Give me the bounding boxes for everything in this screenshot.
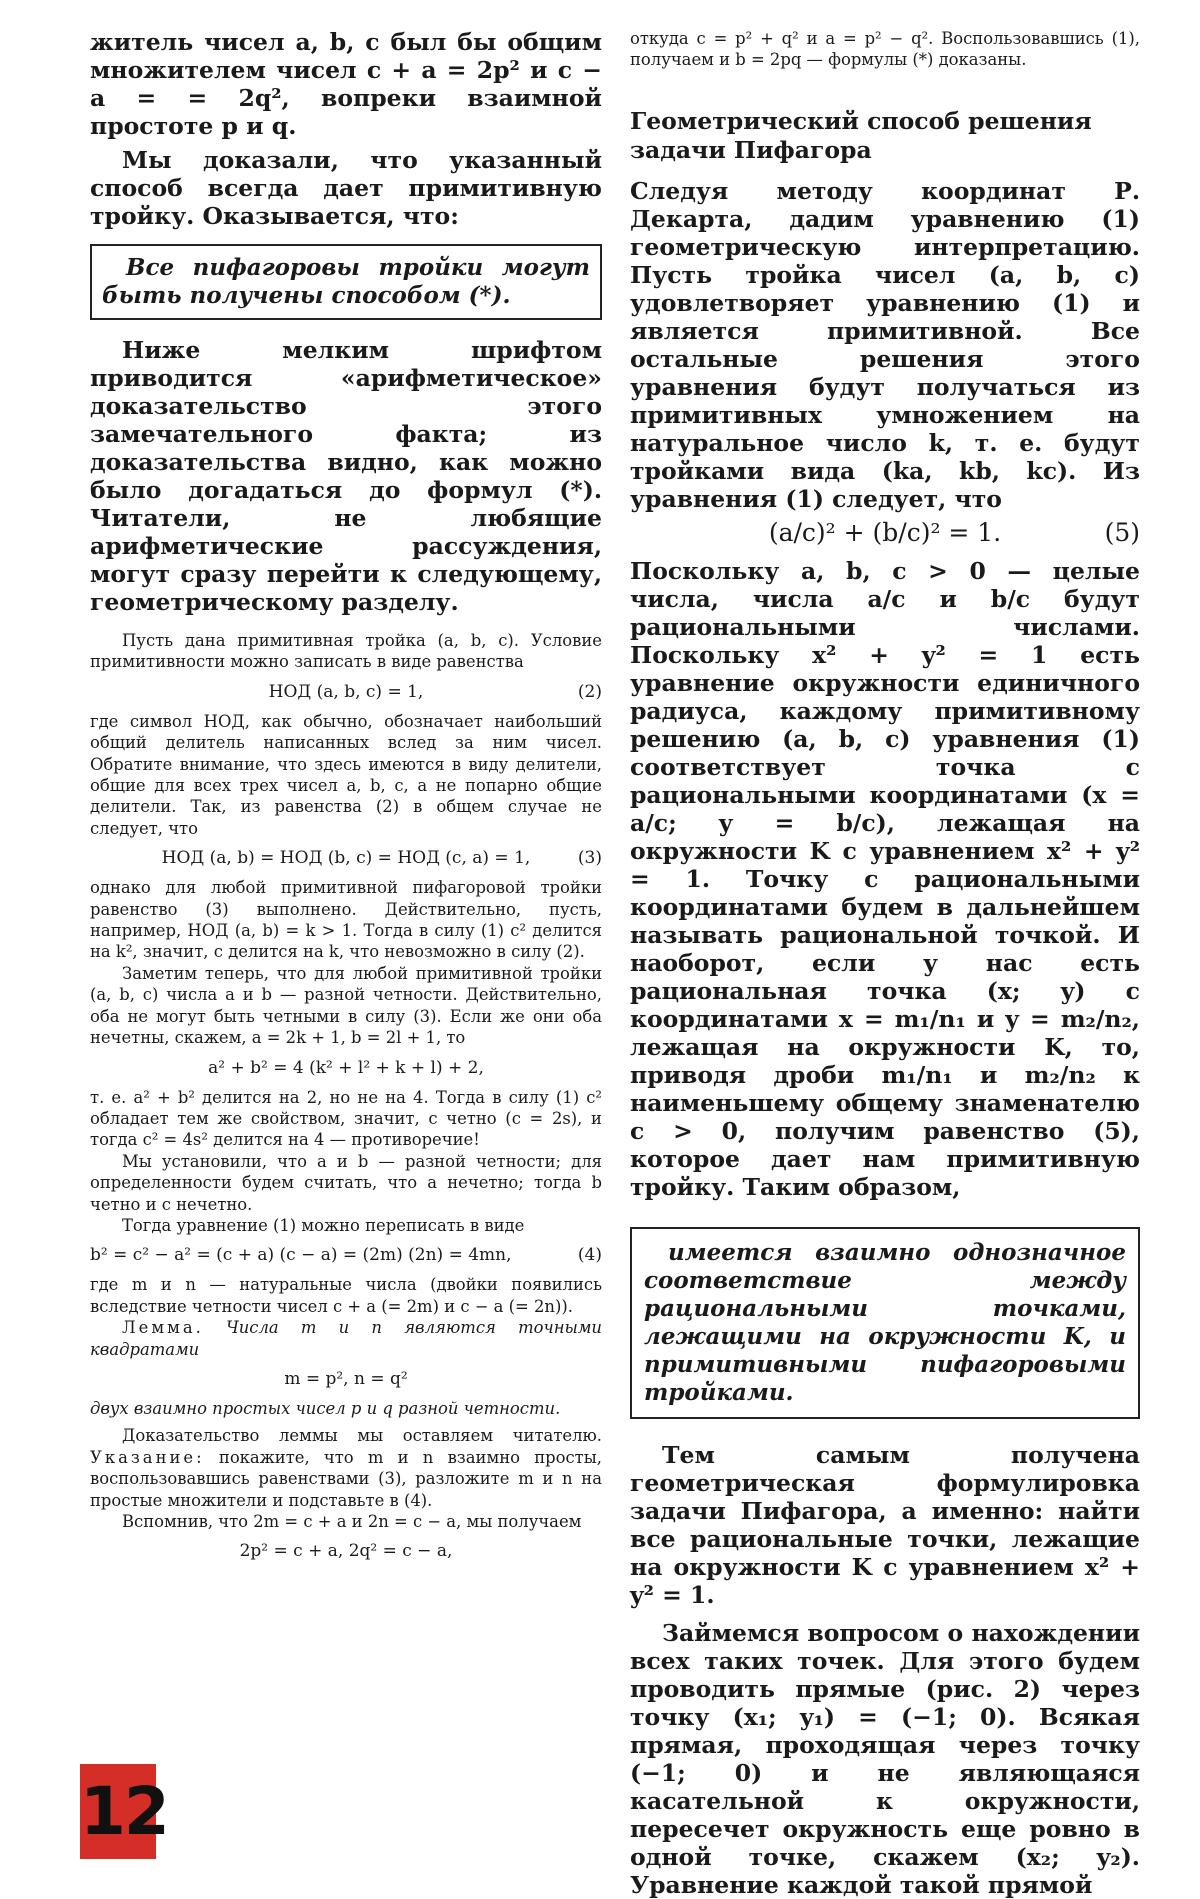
hint-label: Указание: — [90, 1447, 205, 1467]
correspondence-text: имеется взаимно однозначное соответствие между рациональными точками, лежащими на окружности K, и примитивными пифагоровыми тройками. — [644, 1238, 1126, 1406]
small-proof — [90, 1425, 602, 1511]
equation-ab: a² + b² = 4 (k² + l² + k + l) + 2, — [208, 1057, 484, 1078]
theorem-box — [90, 244, 602, 320]
lemma-tail-text: двух взаимно простых чисел p и q разной четности. — [90, 1398, 561, 1418]
equation-pq: 2p² = c + a, 2q² = c − a, — [239, 1541, 453, 1562]
proof-text: Доказательство леммы мы оставляем читателю. — [122, 1426, 602, 1446]
small-where: где m и n — натуральные числа (двойки появились вследствие четности чисел c + a (= 2m) и c − a (= 2n)). — [90, 1275, 602, 1316]
equation-3-body: НОД (a, b) = НОД (b, c) = НОД (c, a) = 1, — [161, 848, 531, 869]
equation-2-body: НОД (a, b, c) = 1, — [268, 681, 424, 702]
equation-mn: m = p², n = q² — [284, 1368, 408, 1389]
paragraph-since: Поскольку a, b, c > 0 — целые числа, числа a/c и b/c будут рациональными числами. Поскольку x² + y² = 1 есть уравнение окружности единичного радиуса, каждому примитивному решению (a, b, c) уравнения (1) соответствует точка с рациональными координатами (x = a/c; y = b/c), лежащая на окружности K с уравнением x² + y² = 1. Точку с рациональными координатами будем в дальнейшем называть рациональной точкой. И наоборот, если у нас есть рациональная точка (x; y) с координатами x = m₁/n₁ и y = m₂/n₂, лежащая на окружности K, то, приводя дроби m₁/n₁ и m₂/n₂ к наименьшему общему знаменателю c > 0, получим равенство (5), которое дает нам примитивную тройку. Таким образом, — [630, 556, 1140, 1201]
paragraph-following: Следуя методу координат Р. Декарта, дадим уравнению (1) геометрическую интерпретацию. Пусть тройка чисел (a, b, c) удовлетворяет уравнению (1) и является примитивной. Все остальные решения этого уравнения будут получаться из примитивных умножением на натуральное число k, т. е. будут тройками вида (ka, kb, kc). Из уравнения (1) следует, что — [630, 176, 1140, 513]
small-given: Пусть дана примитивная тройка (a, b, c). Условие примитивности можно записать в виде равенства — [90, 631, 602, 672]
lemma — [90, 1317, 602, 1360]
small-ie: т. е. a² + b² делится на 2, но не на 4. Тогда в силу (1) c² обладает тем же свойством, значит, c четно (c = 2s), и тогда c² = 4s² делится на 4 — противоречие! — [90, 1087, 602, 1150]
equation-4-body: b² = c² − a² = (c + a) (c − a) = (2m) (2n) = 4mn, — [90, 1245, 512, 1266]
lemma-tail — [90, 1398, 602, 1419]
paragraph-proved: Мы доказали, что указанный способ всегда дает примитивную тройку. Оказывается, что: — [90, 146, 602, 230]
right-column — [630, 28, 1140, 1899]
small-then: Тогда уравнение (1) можно переписать в виде — [122, 1215, 525, 1235]
equation-5 — [630, 517, 1140, 549]
equation-4-number: (4) — [577, 1245, 602, 1266]
paragraph-thus: Тем самым получена геометрическая формулировка задачи Пифагора, а именно: найти все рациональные точки, лежащие на окружности K с уравнением x² + y² = 1. — [630, 1440, 1140, 1609]
equation-4 — [90, 1244, 602, 1266]
equation-2 — [90, 681, 602, 703]
equation-2-number: (2) — [577, 681, 602, 702]
small-parity-note: Заметим теперь, что для любой примитивной тройки (a, b, c) числа a и b — разной четности. Действительно, оба не могут быть четными в силу (3). Если же они оба нечетны, скажем, a = 2k + 1, b = 2l + 1, то — [90, 963, 602, 1048]
equation-3-number: (3) — [577, 848, 602, 869]
hint-text: покажите, что m и n взаимно просты, воспользовавшись равенствами (3), разложите m и n на простые множители и подставьте в (4). — [90, 1447, 602, 1510]
small-however: однако для любой примитивной пифагоровой тройки равенство (3) выполнено. Действительно, пусть, например, НОД (a, b) = k > 1. Тогда в силу (1) c² делится на k², значит, c делится на k, что невозможно в силу (2). — [90, 878, 602, 962]
lemma-label: Лемма. — [122, 1318, 204, 1338]
left-column — [90, 28, 602, 1570]
lemma-text: Числа m и n являются точными квадратами — [90, 1318, 602, 1359]
equation-5-body: (a/c)² + (b/c)² = 1. — [768, 517, 1002, 547]
small-recall: Вспомнив, что 2m = c + a и 2n = c − a, мы получаем — [122, 1512, 582, 1531]
small-established: Мы установили, что a и b — разной четности; для определенности будем считать, что a нечетно; тогда b четно и c нечетно. — [90, 1151, 602, 1214]
small-whence: откуда c = p² + q² и a = p² − q². Воспользовавшись (1), получаем и b = 2pq — формулы (*) доказаны. — [630, 29, 1140, 70]
paragraph-below-small-print: Ниже мелким шрифтом приводится «арифметическое» доказательство этого замечательного факта; из доказательства видно, как можно было догадаться до формул (*). Читатели, не любящие арифметические рассуждения, могут сразу перейти к следующему, геометрическому разделу. — [90, 336, 602, 616]
theorem-text: Все пифагоровы тройки могут быть получены способом (*). — [102, 254, 590, 309]
paragraph-finding: Займемся вопросом о нахождении всех таких точек. Для этого будем проводить прямые (рис. 2) через точку (x₁; y₁) = (−1; 0). Всякая прямая, проходящая через точку (−1; 0) и не являющаяся касательной к окружности, пересечет окружность еще ровно в одной точке, скажем (x₂; y₂). Уравнение каждой такой прямой — [630, 1618, 1140, 1899]
paragraph-continuation: житель чисел a, b, c был бы общим множителем чисел c + a = 2p² и c − a = = 2q², вопреки взаимной простоте p и q. — [90, 28, 602, 140]
equation-5-number: (5) — [1104, 517, 1140, 547]
correspondence-box — [630, 1227, 1140, 1419]
page-number: 12 — [80, 1764, 156, 1859]
equation-3 — [90, 847, 602, 869]
small-gcd: где символ НОД, как обычно, обозначает наибольший общий делитель написанных вслед за ним чисел. Обратите внимание, что здесь имеются в виду делители, общие для всех трех чисел a, b, c, а не попарно общие делители. Так, из равенства (2) в общем случае не следует, что — [90, 711, 602, 838]
section-heading: Геометрический способ решения задачи Пифагора — [630, 106, 1092, 164]
